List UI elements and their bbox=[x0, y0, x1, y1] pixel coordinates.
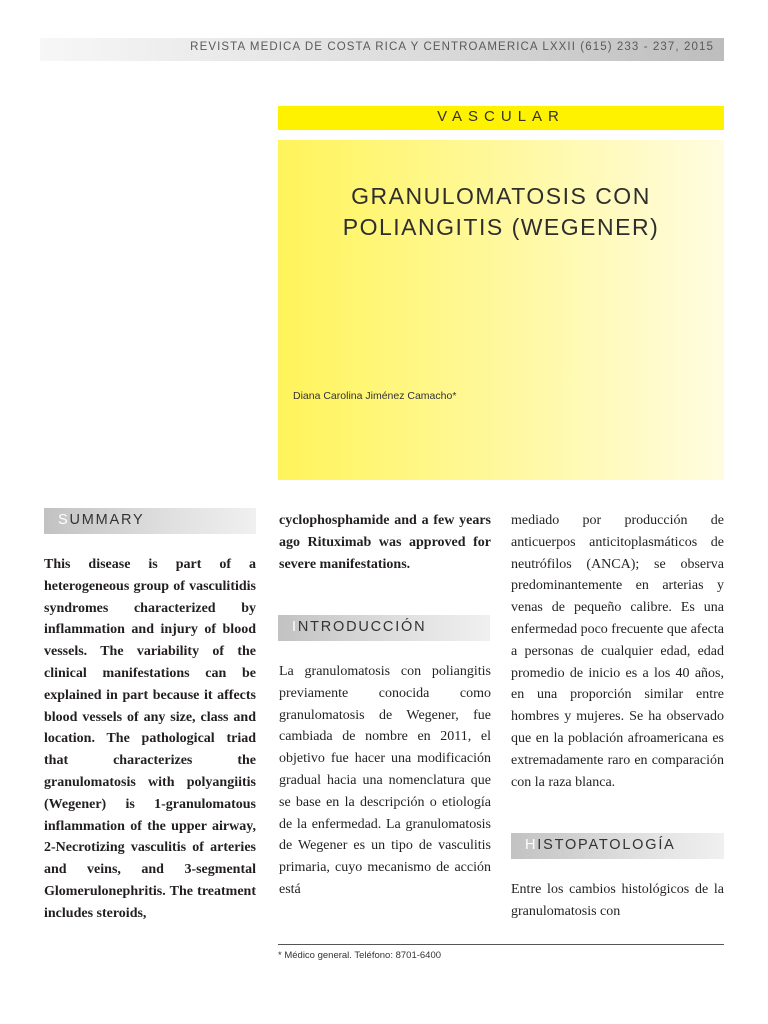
introduccion-heading-text: NTRODUCCIÓN bbox=[297, 619, 427, 635]
introduccion-heading-initial: I bbox=[292, 619, 298, 635]
title-line-1: GRANULOMATOSIS CON bbox=[351, 183, 651, 209]
section-label: VASCULAR bbox=[437, 108, 565, 125]
title-box bbox=[278, 140, 724, 480]
journal-citation: REVISTA MEDICA DE COSTA RICA Y CENTROAMERICA LXXII (615) 233 - 237, 2015 bbox=[190, 41, 714, 53]
histopatologia-heading-text: ISTOPATOLOGÍA bbox=[537, 837, 676, 853]
footnote: * Médico general. Teléfono: 8701-6400 bbox=[278, 950, 442, 961]
article-title bbox=[278, 181, 724, 243]
introduccion-paragraph-1: La granulomatosis con poliangitis previamente conocida como granulomatosis de Wegener, fue cambiada de nombre en 2011, el objetivo fue hacer una modificación gradual hacia una nomenclatura que se base en la descripción o etiología de la enfermedad. La granulomatosis de Wegener es un tipo de vasculitis primaria, cuyo mecanismo de acción está bbox=[279, 664, 491, 897]
introduccion-paragraph-2: mediado por producción de anticuerpos anticitoplasmáticos de neutrófilos (ANCA); se observa predominantemente en arterias y venas de pequeño calibre. Es una enfermedad poco frecuente que afecta a personas de cualquier edad, edad promedio de inicio es a los 40 años, en una proporción similar entre hombres y mujeres. Se ha observado que en la población afroamericana es extremadamente raro en comparación con la raza blanca. bbox=[511, 513, 724, 790]
summary-heading-text: UMMARY bbox=[69, 512, 145, 528]
journal-header-bar bbox=[40, 38, 724, 61]
histopatologia-paragraph: Entre los cambios histológicos de la granulomatosis con bbox=[511, 882, 724, 919]
introduccion-text-col2 bbox=[279, 661, 491, 901]
summary-continuation-paragraph: cyclophosphamide and a few years ago Rituximab was approved for severe manifestations. bbox=[279, 513, 491, 572]
section-band bbox=[278, 106, 724, 130]
histopatologia-heading-initial: H bbox=[525, 837, 538, 853]
introduccion-text-col3 bbox=[511, 510, 724, 793]
introduccion-heading bbox=[278, 615, 490, 641]
summary-paragraph: This disease is part of a heterogeneous group of vasculitidis syndromes characterized by inflammation and injury of blood vessels. The variability of the clinical manifestations can be explained in part because it affects blood vessels of any size, class and location. The pathological triad that characterizes the granulomatosis with polyangiitis (Wegener) is 1-granulomatous inflammation of the upper airway, 2-Necrotizing vasculitis of arteries and veins, and 3-segmental Glomerulonephritis. The treatment includes steroids, bbox=[44, 557, 256, 921]
histopatologia-text bbox=[511, 879, 724, 923]
summary-heading-initial: S bbox=[58, 512, 70, 528]
author-name: Diana Carolina Jiménez Camacho* bbox=[293, 390, 457, 402]
summary-heading bbox=[44, 508, 256, 534]
histopatologia-heading bbox=[511, 833, 724, 859]
title-line-2: POLIANGITIS (WEGENER) bbox=[342, 214, 660, 240]
footnote-rule bbox=[278, 944, 724, 945]
summary-text bbox=[44, 554, 256, 925]
summary-continuation bbox=[279, 510, 491, 575]
